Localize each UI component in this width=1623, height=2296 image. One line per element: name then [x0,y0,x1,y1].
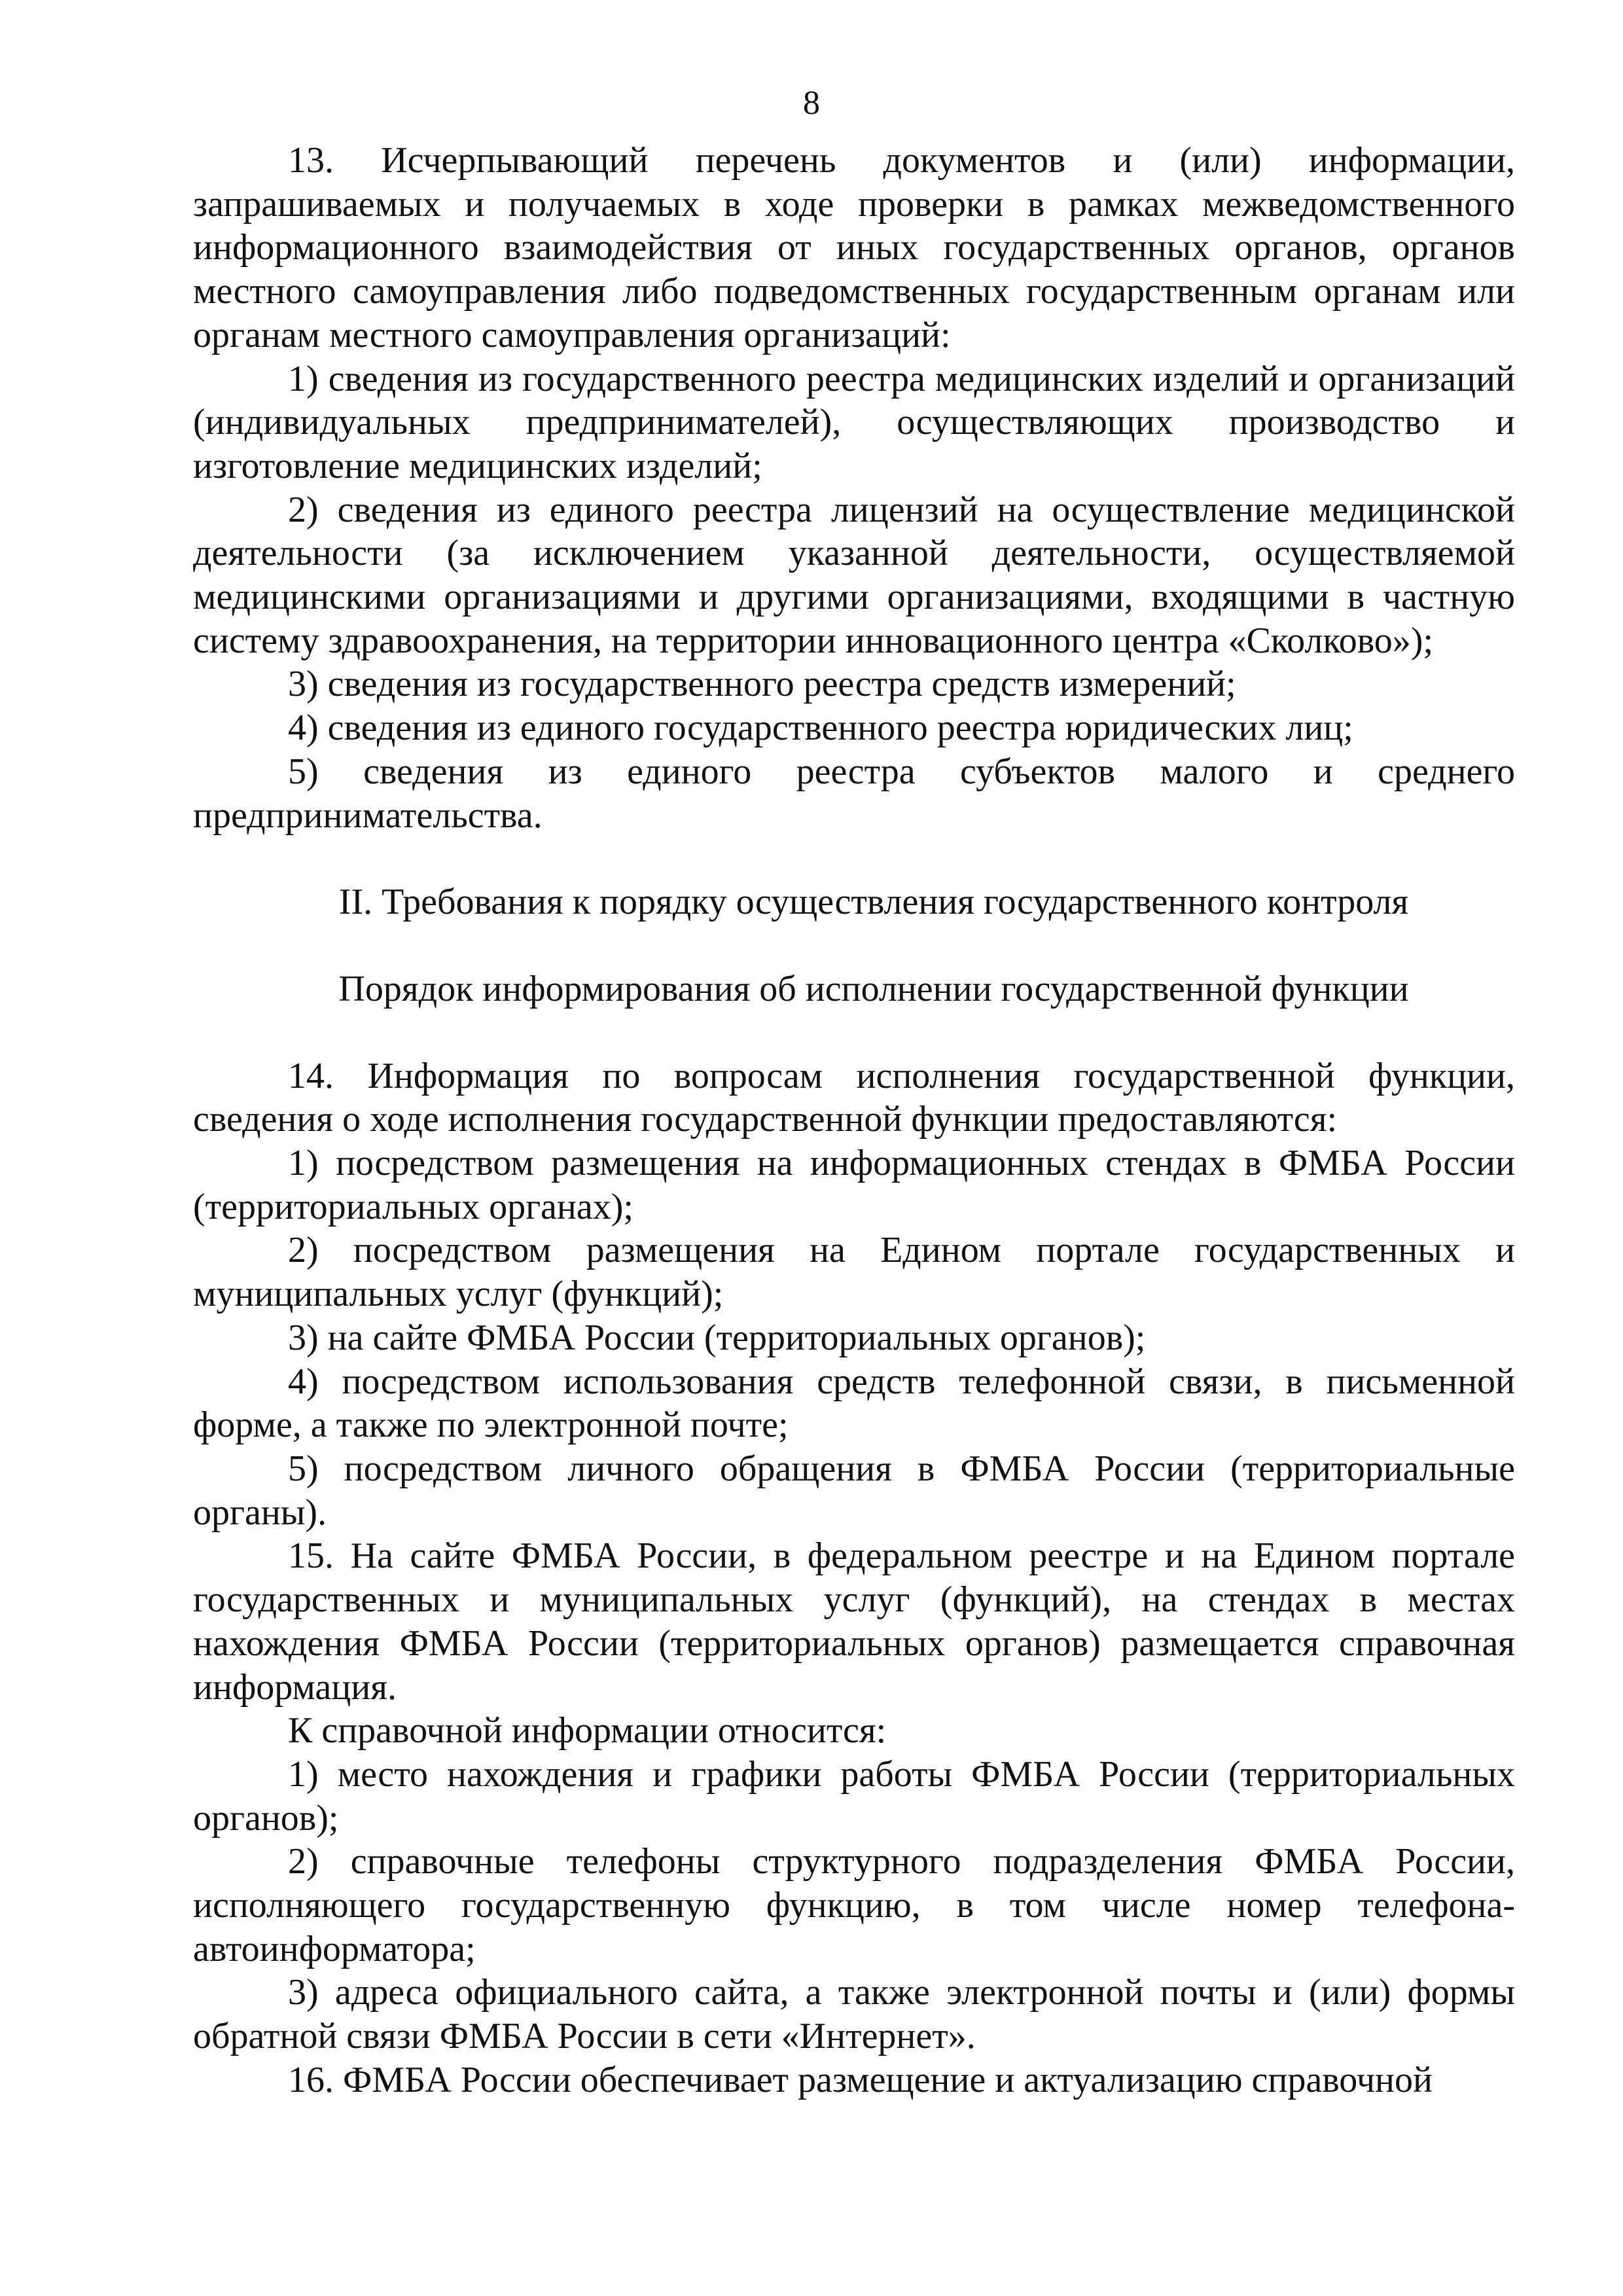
spacer [193,924,1515,967]
paragraph-15-item-3: 3) адреса официального сайта, а также электронной почты и (или) формы обратной связи ФМБА России в сети «Интернет». [193,1972,1515,2057]
paragraph-13-item-1: 1) сведения из государственного реестра медицинских изделий и организаций (индивидуальных предпринимателей), осуществляющих производство и изготовление медицинских изделий; [193,358,1515,486]
paragraph-15-item-1: 1) место нахождения и графики работы ФМБА России (территориальных органов); [193,1753,1515,1839]
paragraph-15-reference-intro: К справочной информации относится: [288,1710,887,1751]
paragraph-13-intro: 13. Исчерпывающий перечень документов и (или) информации, запрашиваемых и получаемых в ходе проверки в рамках межведомственного информационного взаимодействия от иных государственных органов, органов местного самоуправления либо подведомственных государственным органам или органам местного самоуправления организаций: [193,140,1515,355]
spacer [193,837,1515,880]
paragraph-16-intro: 16. ФМБА России обеспечивает размещение и актуализацию справочной [288,2059,1433,2100]
page-number: 8 [803,84,820,122]
section-heading: II. Требования к порядку осуществления государственного контроля [338,882,1409,923]
spacer [193,1011,1515,1054]
document-body [193,139,1515,2102]
paragraph-14-item-3: 3) на сайте ФМБА России (территориальных органов); [288,1317,1146,1358]
paragraph-14-item-5: 5) посредством личного обращения в ФМБА России (территориальные органы). [193,1448,1515,1533]
paragraph-14-item-2: 2) посредством размещения на Едином портале государственных и муниципальных услуг (функций); [193,1230,1515,1315]
subsection-heading: Порядок информирования об исполнении государственной функции [338,968,1409,1009]
paragraph-13-item-2: 2) сведения из единого реестра лицензий на осуществление медицинской деятельности (за исключением указанной деятельности, осуществляемой медицинскими организациями и другими организациями, входящими в частную систему здравоохранения, на территории инновационного центра «Сколково»); [193,489,1515,661]
paragraph-14-intro: 14. Информация по вопросам исполнения государственной функции, сведения о ходе исполнения государственной функции предоставляются: [193,1055,1515,1140]
paragraph-14-item-1: 1) посредством размещения на информационных стендах в ФМБА России (территориальных органах); [193,1143,1515,1227]
paragraph-13-item-3: 3) сведения из государственного реестра средств измерений; [288,664,1236,705]
paragraph-14-item-4: 4) посредством использования средств телефонной связи, в письменной форме, а также по электронной почте; [193,1361,1515,1446]
paragraph-15-intro: 15. На сайте ФМБА России, в федеральном реестре и на Едином портале государственных и муниципальных услуг (функций), на стендах в местах нахождения ФМБА России (территориальных органов) размещается справочная информация. [193,1535,1515,1708]
paragraph-13-item-4: 4) сведения из единого государственного реестра юридических лиц; [288,708,1353,749]
paragraph-15-item-2: 2) справочные телефоны структурного подразделения ФМБА России, исполняющего государственную функцию, в том числе номер телефона-автоинформатора; [193,1841,1515,1969]
paragraph-13-item-5: 5) сведения из единого реестра субъектов малого и среднего предпринимательства. [193,751,1515,836]
